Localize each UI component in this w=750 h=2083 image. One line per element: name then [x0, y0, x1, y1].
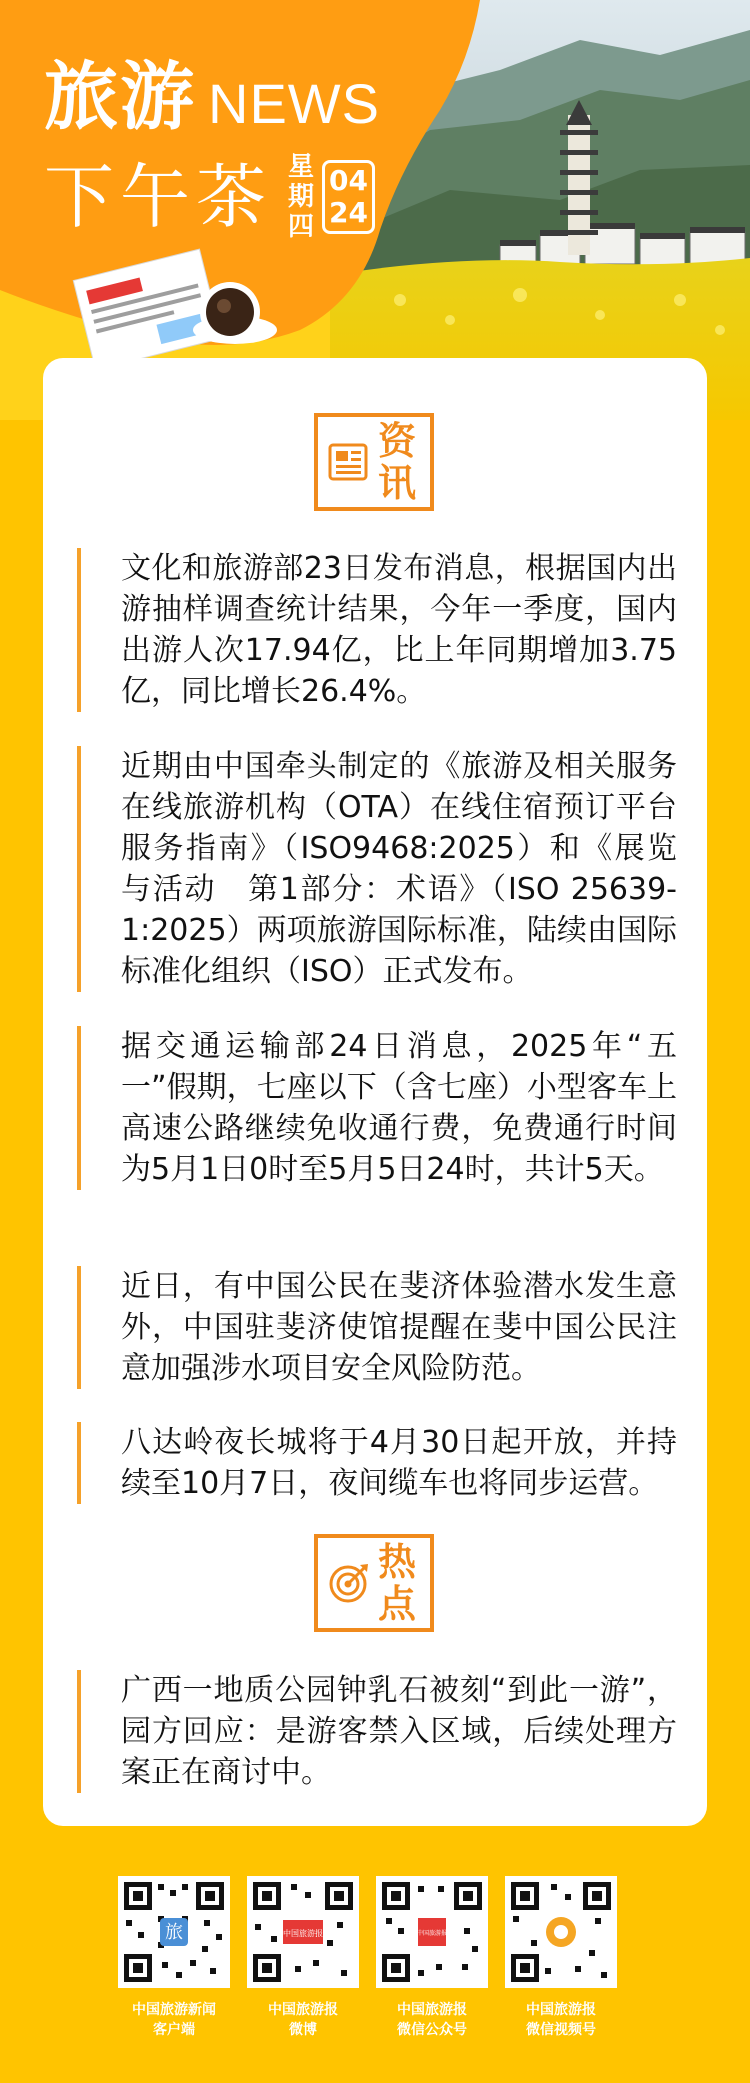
qr-code-client[interactable] — [118, 1876, 230, 2040]
news-item: 近期由中国牵头制定的《旅游及相关服务 在线旅游机构（OTA）在线住宿预订平台服务指南》（ISO9468:2025）和《展览与活动 第1部分：术语》（ISO 25639-1:2025）两项旅游国际标准，陆续由国际标准化组织（ISO）正式发布。 — [77, 746, 677, 992]
svg-text:中国旅游报: 中国旅游报 — [416, 1930, 448, 1937]
qr-caption: 中国旅游报 微信视频号 — [526, 2002, 596, 2038]
date-day: 24 — [329, 196, 368, 229]
section-label: 资讯 — [377, 419, 416, 505]
header-banner — [0, 0, 750, 420]
title-travel: 旅游 — [44, 54, 196, 140]
title-news: NEWS — [208, 72, 380, 135]
news-card — [43, 358, 707, 1826]
qr-caption: 中国旅游新闻 客户端 — [132, 2002, 216, 2038]
qr-code-wechat-official[interactable] — [376, 1876, 488, 2040]
weekday-label: 星期四 — [287, 152, 314, 242]
news-item: 文化和旅游部23日发布消息，根据国内出游抽样调查统计结果，今年一季度，国内出游人次17.94亿，比上年同期增加3.75亿，同比增长26.4%。 — [77, 548, 677, 712]
news-item: 近日，有中国公民在斐济体验潜水发生意外，中国驻斐济使馆提醒在斐中国公民注意加强涉水项目安全风险防范。 — [77, 1266, 677, 1389]
qr-code-icon[interactable] — [247, 1876, 359, 1988]
svg-text:中国旅游报: 中国旅游报 — [283, 1929, 323, 1938]
qr-code-wechat-video[interactable] — [505, 1876, 617, 2040]
news-item: 八达岭夜长城将于4月30日起开放，并持续至10月7日，夜间缆车也将同步运营。 — [77, 1422, 677, 1504]
title-afternoon-tea: 下午茶 — [44, 156, 272, 238]
svg-text:旅: 旅 — [165, 1922, 183, 1943]
date-badge — [322, 160, 375, 234]
qr-code-weibo[interactable] — [247, 1876, 359, 2040]
qr-code-icon[interactable] — [118, 1876, 230, 1988]
news-item: 据交通运输部24日消息，2025年“五一”假期，七座以下（含七座）小型客车上高速公路继续免收通行费，免费通行时间为5月1日0时至5月5日24时，共计5天。 — [77, 1026, 677, 1190]
section-header-news — [314, 413, 434, 511]
newspaper-icon — [326, 439, 372, 485]
qr-caption: 中国旅游报 微博 — [268, 2002, 338, 2038]
qr-caption: 中国旅游报 微信公众号 — [397, 2002, 467, 2038]
header-title — [44, 54, 380, 242]
target-icon — [326, 1560, 372, 1606]
qr-code-icon[interactable] — [376, 1876, 488, 1988]
hot-item: 广西一地质公园钟乳石被刻“到此一游”，园方回应：是游客禁入区域，后续处理方案正在商讨中。 — [77, 1670, 677, 1793]
date-month: 04 — [329, 164, 368, 197]
qr-code-icon[interactable] — [505, 1876, 617, 1988]
section-header-hot — [314, 1534, 434, 1632]
section-label: 热点 — [377, 1540, 416, 1626]
